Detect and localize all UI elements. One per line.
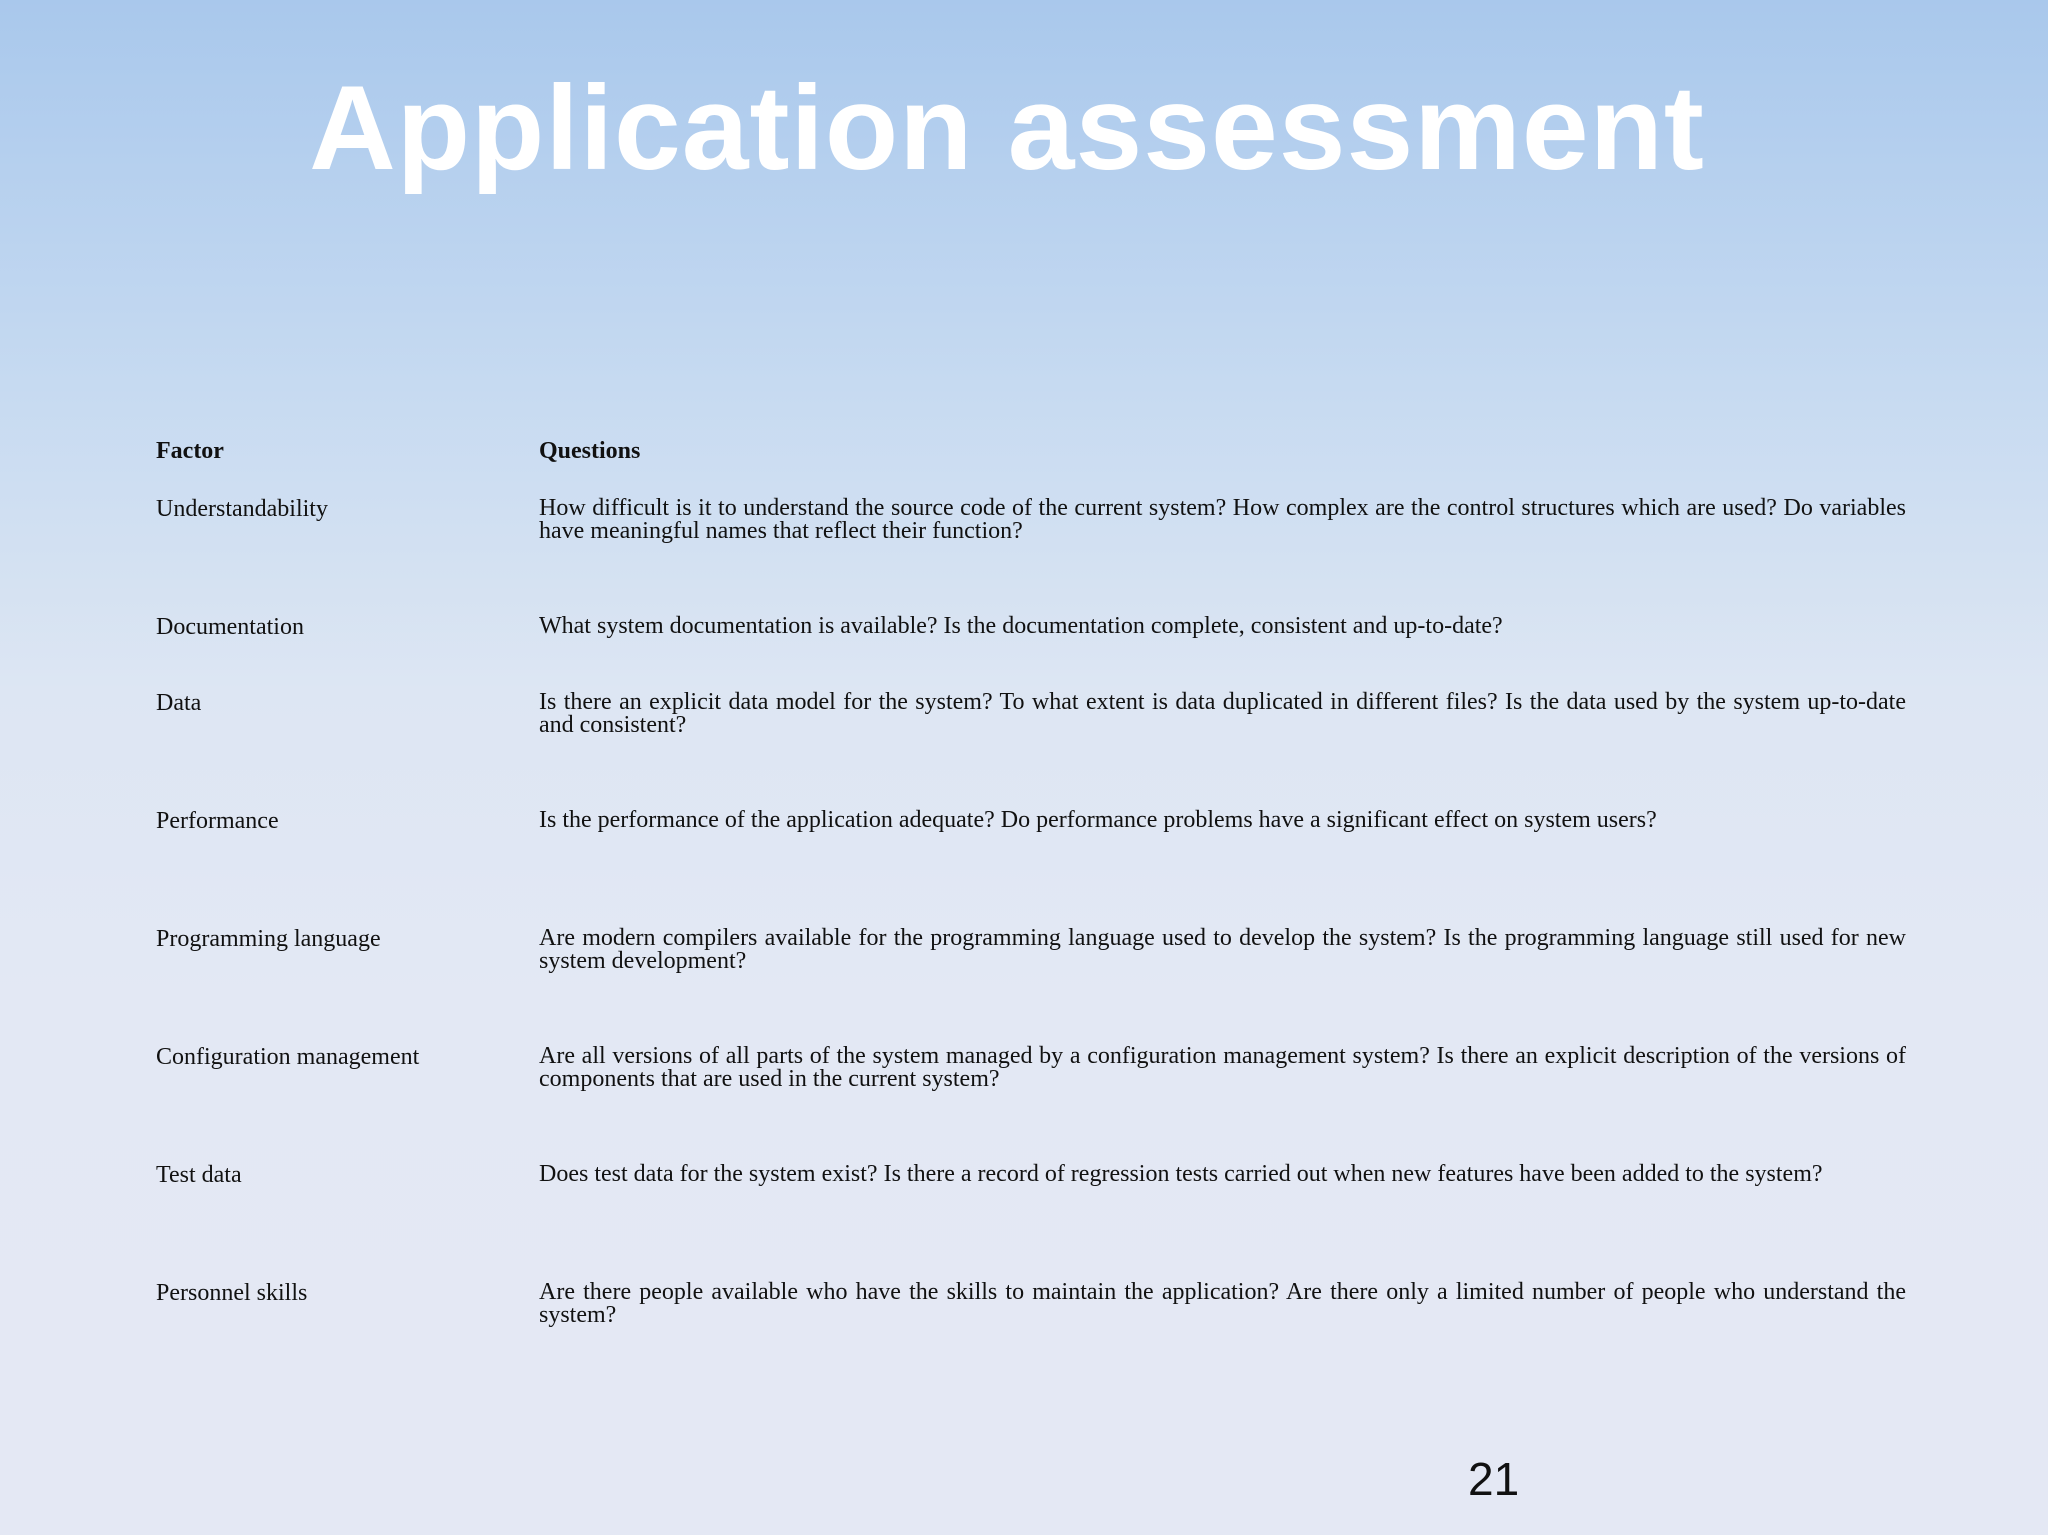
header-factor: Factor xyxy=(156,438,224,464)
questions-cell: Are all versions of all parts of the system managed by a configuration management system? Is there an explicit description of the versions of components that are used in the current system? xyxy=(539,1043,1906,1092)
factor-cell: Data xyxy=(156,690,202,716)
factor-cell: Personnel skills xyxy=(156,1280,308,1306)
factor-cell: Documentation xyxy=(156,614,304,640)
factor-cell: Test data xyxy=(156,1162,242,1188)
questions-cell: Are modern compilers available for the programming language used to develop the system? Is the programming language still used for new system development? xyxy=(539,925,1906,974)
questions-cell: What system documentation is available? Is the documentation complete, consistent and up-to-date? xyxy=(539,613,1503,639)
page-number: 21 xyxy=(1468,1453,1520,1505)
questions-cell: Does test data for the system exist? Is there a record of regression tests carried out when new features have been added to the system? xyxy=(539,1161,1823,1187)
questions-cell: Are there people available who have the skills to maintain the application? Are there only a limited number of people who understand the system? xyxy=(539,1279,1906,1328)
questions-cell: Is the performance of the application adequate? Do performance problems have a significant effect on system users? xyxy=(539,807,1657,833)
questions-cell: Is there an explicit data model for the system? To what extent is data duplicated in different files? Is the data used by the system up-to-date and consistent? xyxy=(539,689,1906,738)
factor-cell: Configuration management xyxy=(156,1044,420,1070)
factor-cell: Performance xyxy=(156,808,279,834)
factor-cell: Understandability xyxy=(156,496,328,522)
slide-title-text: Application assessment xyxy=(309,61,1705,195)
factor-cell: Programming language xyxy=(156,926,381,952)
questions-cell: How difficult is it to understand the source code of the current system? How complex are the control structures which are used? Do variables have meaningful names that reflect their function? xyxy=(539,495,1906,544)
slide-title xyxy=(0,58,2048,198)
header-questions: Questions xyxy=(539,438,641,464)
